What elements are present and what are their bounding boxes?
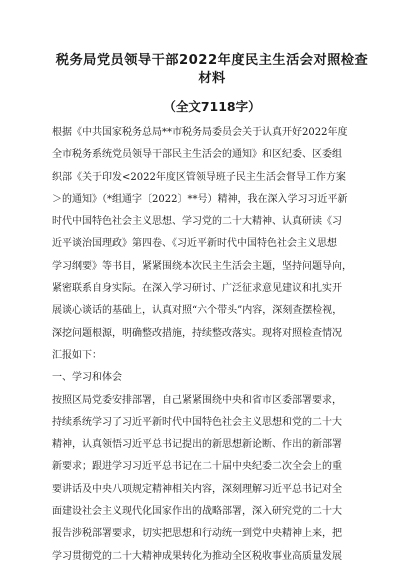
- intro-paragraph: [52, 122, 372, 367]
- intro-line: 时代中国特色社会主义思想、学习党的二十大精神、认真研读《习: [52, 216, 342, 228]
- section-line: 面建设社会主义现代化国家作出的战略部署，深入研究党的二十大: [52, 506, 342, 518]
- section-line: 学习贯彻党的二十大精神成果转化为推动全区税收事业高质量发展: [52, 550, 342, 562]
- document-title: 税务局党员领导干部2022年度民主生活会对照检查材料: [55, 53, 369, 86]
- section-line: 报告涉税部署要求，切实把思想和行动统一到党中央精神上来，把: [52, 528, 342, 540]
- intro-line: 汇报如下：: [52, 349, 102, 361]
- intro-line: 学习纲要》等书目，紧紧围绕本次民主生活会主题，坚持问题导向，: [52, 260, 352, 272]
- intro-line: 展谈心谈话的基础上，认真对照“六个带头”内容，深刻查摆检视，: [52, 305, 343, 317]
- intro-line: 根据《中共国家税务总局**市税务局委员会关于认真开好2022年度: [52, 127, 348, 138]
- section-line: 按照区局党委安排部署，自己紧紧围绕中央和省市区委部署要求，: [52, 394, 342, 406]
- intro-line: ＞的通知》（*组通字〔2022〕**号）精神，我在深入学习习近平新: [52, 193, 348, 205]
- section-heading: 一、学习和体会: [52, 372, 122, 384]
- section-line: 持续系统学习了习近平新时代中国特色社会主义思想和党的二十大: [52, 416, 342, 428]
- intro-line: 紧密联系自身实际。在深入学习研讨、广泛征求意见建议和扎实开: [52, 283, 342, 295]
- intro-line: 织部《关于印发<2022年度区管领导班子民主生活会督导工作方案: [52, 171, 346, 183]
- section-line: 要讲话及中央八项规定精神相关内容，深刻理解习近平总书记对全: [52, 483, 342, 495]
- intro-line: 全市税务系统党员领导干部民主生活会的通知》和区纪委、区委组: [52, 149, 342, 161]
- intro-line: 近平谈治国理政》第四卷、《习近平新时代中国特色社会主义思想: [52, 238, 337, 250]
- intro-line: 深挖问题根源，明确整改措施，持续整改落实。现将对照检查情况: [52, 327, 342, 339]
- section-paragraph: [52, 390, 372, 568]
- section-line: 新要求；跟进学习习近平总书记在二十届中央纪委二次全会上的重: [52, 461, 342, 473]
- section-line: 精神，认真领悟习近平总书记提出的新思想新论断、作出的新部署: [52, 439, 342, 451]
- document-subtitle: （全文7118字）: [163, 99, 261, 114]
